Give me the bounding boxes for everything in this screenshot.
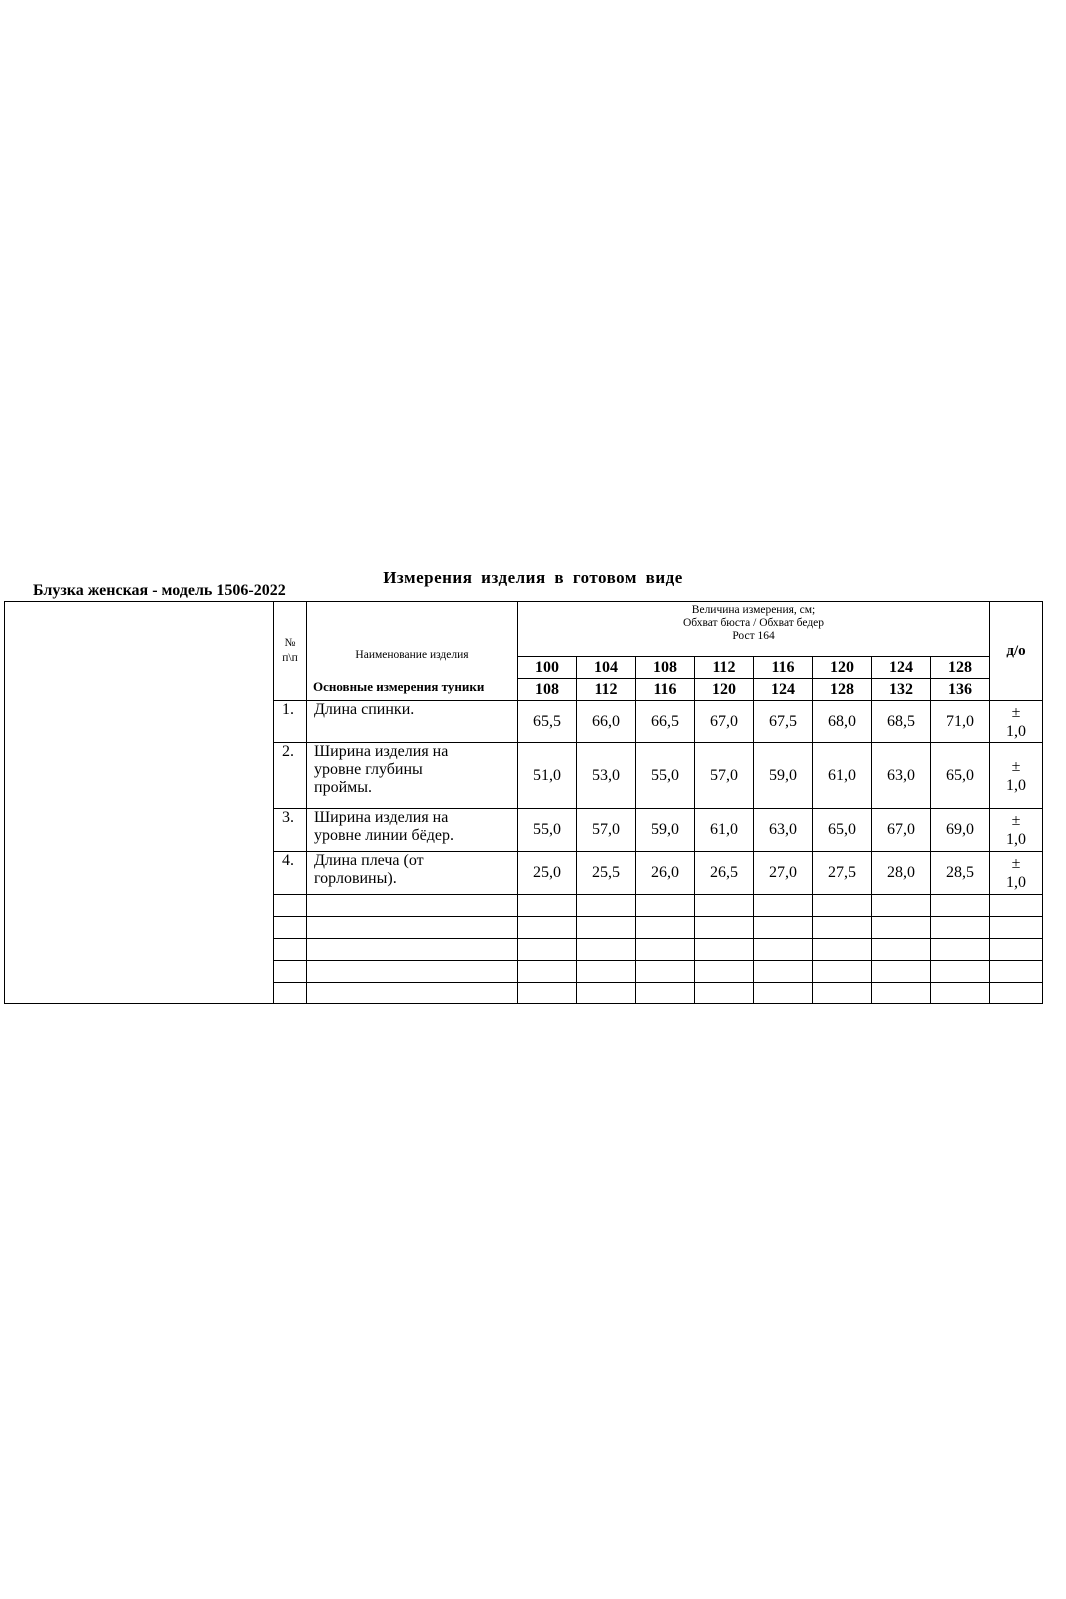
value-cell: 67,5 (754, 701, 813, 743)
value-cell: 59,0 (636, 809, 695, 852)
size-bust: 116 (754, 657, 813, 679)
tolerance-value: 1,0 (1006, 722, 1027, 740)
row-name (307, 809, 518, 852)
value-cell: 67,0 (695, 701, 754, 743)
value-cell: 66,5 (636, 701, 695, 743)
size-bust: 120 (813, 657, 872, 679)
header-item-name (307, 602, 518, 701)
page-title: Измерения изделия в готовом виде (383, 568, 683, 587)
size-bust: 104 (577, 657, 636, 679)
value-cell: 51,0 (518, 743, 577, 809)
value-cell: 26,0 (636, 852, 695, 895)
row-name (307, 852, 518, 895)
value-cell: 69,0 (931, 809, 990, 852)
size-hips: 120 (695, 679, 754, 701)
value-cell: 59,0 (754, 743, 813, 809)
tolerance-sign: ± (1011, 703, 1021, 721)
girth-label: Обхват бюста / Обхват бедер (683, 617, 825, 629)
size-bust: 108 (636, 657, 695, 679)
value-cell: 71,0 (931, 701, 990, 743)
measurement-label: Величина измерения, см; (691, 604, 816, 616)
value-cell: 28,5 (931, 852, 990, 895)
value-cell: 61,0 (813, 743, 872, 809)
row-number: 1. (274, 701, 307, 743)
row-name-line: уровне глубины (314, 761, 423, 778)
tolerance-cell (990, 701, 1043, 743)
row-name-line: Длина плеча (от (314, 852, 424, 869)
size-hips: 136 (931, 679, 990, 701)
size-bust: 128 (931, 657, 990, 679)
value-cell: 25,5 (577, 852, 636, 895)
value-cell: 26,5 (695, 852, 754, 895)
value-cell: 57,0 (577, 809, 636, 852)
value-cell: 27,0 (754, 852, 813, 895)
header-measurement (518, 602, 990, 657)
row-number: 3. (274, 809, 307, 852)
value-cell: 57,0 (695, 743, 754, 809)
tolerance-value: 1,0 (1006, 776, 1027, 794)
value-cell: 65,0 (813, 809, 872, 852)
row-number: 4. (274, 852, 307, 895)
tolerance-value: 1,0 (1006, 831, 1027, 848)
row-number: 2. (274, 743, 307, 809)
blank-side-cell (5, 602, 274, 1004)
header-row-number (274, 602, 307, 701)
measurement-table (4, 601, 1043, 1004)
size-bust: 124 (872, 657, 931, 679)
tolerance-value: 1,0 (1006, 874, 1027, 891)
size-hips: 108 (518, 679, 577, 701)
value-cell: 63,0 (754, 809, 813, 852)
size-hips: 124 (754, 679, 813, 701)
tolerance-sign: ± (1011, 855, 1021, 872)
value-cell: 28,0 (872, 852, 931, 895)
row-name-line: уровне линии бёдер. (314, 827, 454, 844)
height-label: Рост 164 (732, 630, 775, 642)
row-name (307, 743, 518, 809)
row-name-line: Ширина изделия на (314, 809, 449, 826)
size-bust: 112 (695, 657, 754, 679)
row-number-label-2: п\п (282, 652, 298, 664)
value-cell: 55,0 (636, 743, 695, 809)
row-name-line: Длина спинки. (314, 701, 415, 718)
size-hips: 112 (577, 679, 636, 701)
document-subtitle: Блузка женская - модель 1506-2022 (33, 582, 286, 599)
size-bust: 100 (518, 657, 577, 679)
row-number-label: № (284, 637, 296, 649)
value-cell: 66,0 (577, 701, 636, 743)
value-cell: 25,0 (518, 852, 577, 895)
value-cell: 68,5 (872, 701, 931, 743)
size-hips: 116 (636, 679, 695, 701)
value-cell: 61,0 (695, 809, 754, 852)
value-cell: 63,0 (872, 743, 931, 809)
header-tolerance: д/о (990, 602, 1043, 701)
main-measurements-label: Основные измерения туники (313, 679, 485, 694)
size-hips: 128 (813, 679, 872, 701)
value-cell: 65,0 (931, 743, 990, 809)
tolerance-sign: ± (1011, 812, 1021, 829)
value-cell: 55,0 (518, 809, 577, 852)
tolerance-cell (990, 852, 1043, 895)
tolerance-cell (990, 743, 1043, 809)
item-name-label: Наименование изделия (355, 649, 469, 661)
value-cell: 53,0 (577, 743, 636, 809)
value-cell: 68,0 (813, 701, 872, 743)
size-hips: 132 (872, 679, 931, 701)
tolerance-sign: ± (1011, 757, 1021, 775)
tolerance-cell (990, 809, 1043, 852)
row-name (307, 701, 518, 743)
value-cell: 67,0 (872, 809, 931, 852)
row-name-line: Ширина изделия на (314, 743, 449, 760)
row-name-line: горловины). (314, 870, 397, 887)
row-name-line: проймы. (314, 779, 372, 796)
value-cell: 65,5 (518, 701, 577, 743)
value-cell: 27,5 (813, 852, 872, 895)
